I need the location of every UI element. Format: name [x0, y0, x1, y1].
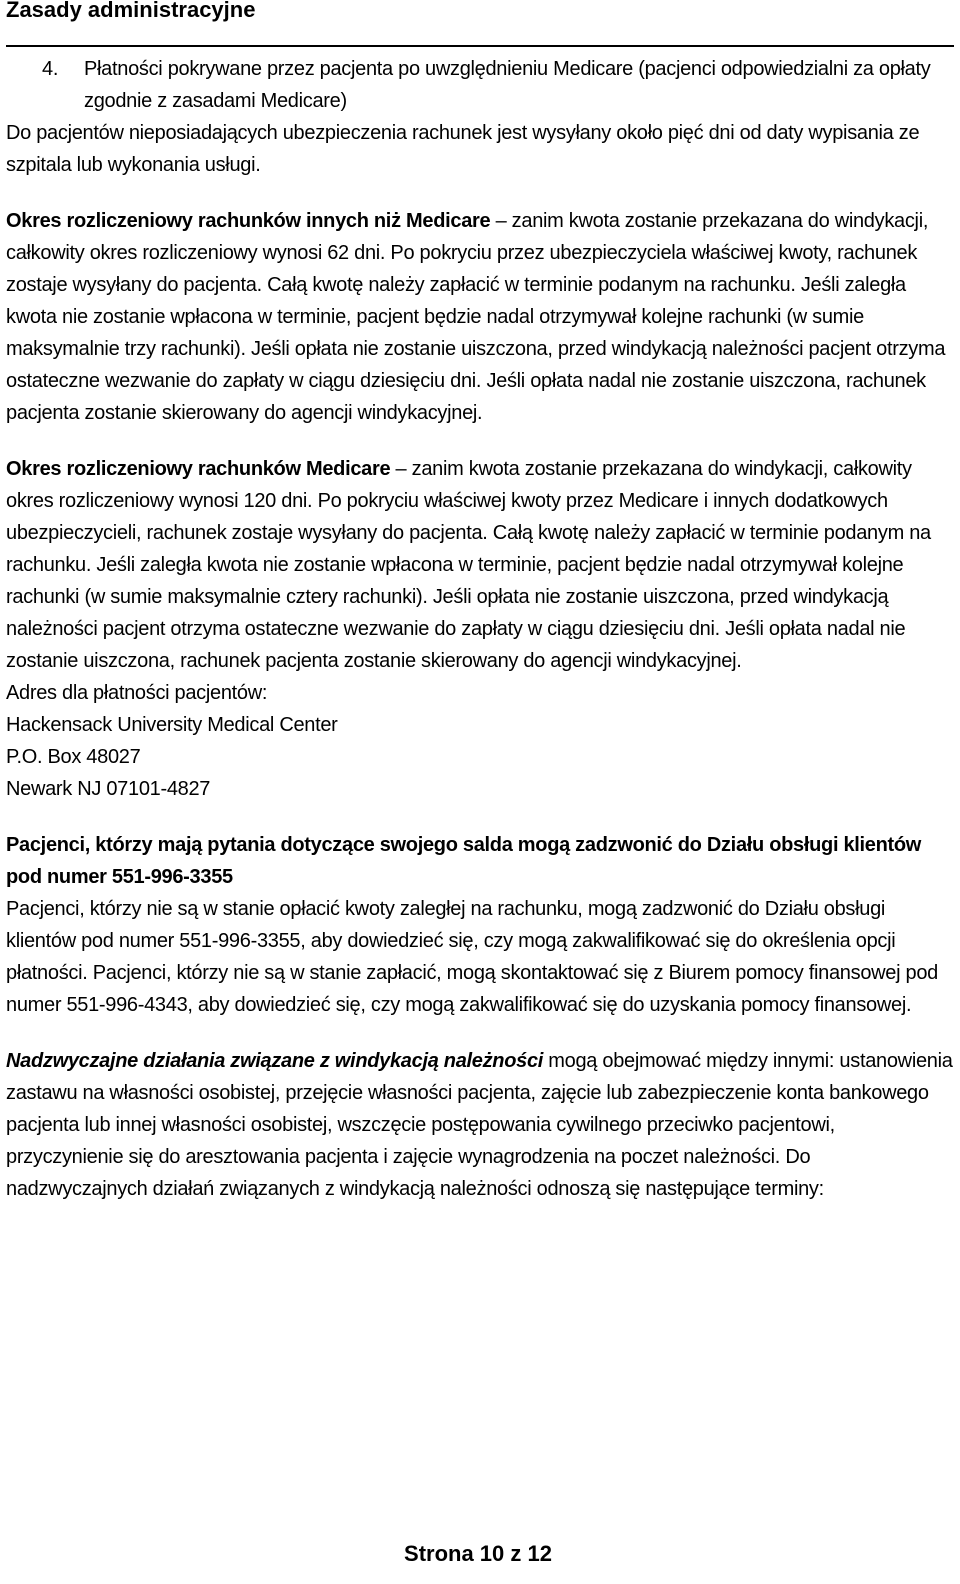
- page-title: Zasady administracyjne: [6, 0, 256, 22]
- address-line-1: Hackensack University Medical Center: [6, 714, 338, 736]
- payment-address: [6, 677, 956, 805]
- address-line-2: P.O. Box 48027: [6, 746, 141, 768]
- address-label: Adres dla płatności pacjentów:: [6, 682, 268, 704]
- document-body: [6, 53, 956, 1205]
- page-number: Strona 10 z 12: [404, 1541, 552, 1566]
- non-medicare-paragraph: [6, 205, 956, 429]
- extraordinary-paragraph: [6, 1045, 956, 1205]
- medicare-term: Okres rozliczeniowy rachunków Medicare: [6, 458, 391, 480]
- title-divider: [6, 45, 954, 47]
- non-medicare-text: – zanim kwota zostanie przekazana do windykacji, całkowity okres rozliczeniowy wynosi 62 dni. Po pokryciu przez ubezpieczyciela właściwej kwoty, rachunek zostaje wysyłany do pacjenta. Całą kwotę należy zapłacić w terminie podanym na rachunku. Jeśli zaległa kwota nie zostanie wpłacona w terminie, pacjent będzie nadal otrzymywał kolejne rachunki (w sumie maksymalnie trzy rachunki). Jeśli opłata nie zostanie uiszczona, przed windykacją należności pacjent otrzyma ostateczne wezwanie do zapłaty w ciągu dziesięciu dni. Jeśli opłata nadal nie zostanie uiszczona, rachunek pacjenta zostanie skierowany do agencji windykacyjnej.: [6, 210, 946, 424]
- address-line-3: Newark NJ 07101-4827: [6, 778, 211, 800]
- extraordinary-term: Nadzwyczajne działania związane z windykacją należności: [6, 1050, 544, 1072]
- questions-paragraph: Pacjenci, którzy nie są w stanie opłacić kwoty zaległej na rachunku, mogą zadzwonić do Działu obsługi klientów pod numer 551-996-3355, aby dowiedzieć się, czy mogą zakwalifikować się do określenia opcji płatności. Pacjenci, którzy nie są w stanie zapłacić, mogą skontaktować się z Biurem pomocy finansowej pod numer 551-996-4343, aby dowiedzieć się, czy mogą zakwalifikować się do uzyskania pomocy finansowej.: [6, 898, 938, 1016]
- extraordinary-text: mogą obejmować między innymi: ustanowienia zastawu na własności osobistej, przejęcie własności pacjenta, zajęcie lub zabezpieczenie konta bankowego pacjenta lub innej własności osobistej, wszczęcie postępowania cywilnego przeciwko pacjentowi, przyczynienie się do aresztowania pacjenta i zajęcie wynagrodzenia na poczet należności. Do nadzwyczajnych działań związanych z windykacją należności odnoszą się następujące terminy:: [6, 1050, 953, 1200]
- non-medicare-term: Okres rozliczeniowy rachunków innych niż Medicare: [6, 210, 491, 232]
- questions-heading: [6, 829, 956, 893]
- section-4-heading-text: Płatności pokrywane przez pacjenta po uwzględnieniu Medicare (pacjenci odpowiedzialni za opłaty zgodnie z zasadami Medicare): [84, 58, 931, 112]
- questions-heading-text: Pacjenci, którzy mają pytania dotyczące swojego salda mogą zadzwonić do Działu obsługi klientów pod numer 551-996-3355: [6, 834, 922, 888]
- medicare-paragraph: [6, 453, 956, 677]
- page-footer: [0, 1540, 960, 1568]
- medicare-text: – zanim kwota zostanie przekazana do windykacji, całkowity okres rozliczeniowy wynosi 120 dni. Po pokryciu właściwej kwoty przez Medicare i innych dodatkowych ubezpieczycieli, rachunek zostaje wysyłany do pacjenta. Całą kwotę należy zapłacić w terminie podanym na rachunku. Jeśli zaległa kwota nie zostanie wpłacona w terminie, pacjent będzie nadal otrzymywał kolejne rachunki (w sumie maksymalnie cztery rachunki). Jeśli opłata nie zostanie uiszczona, przed windykacją należności pacjent otrzyma ostateczne wezwanie do zapłaty w ciągu dziesięciu dni. Jeśli opłata nadal nie zostanie uiszczona, rachunek pacjenta zostanie skierowany do agencji windykacyjnej.: [6, 458, 931, 672]
- uninsured-paragraph: Do pacjentów nieposiadających ubezpieczenia rachunek jest wysyłany około pięć dni od daty wypisania ze szpitala lub wykonania usługi.: [6, 122, 920, 176]
- section-4-heading: [6, 53, 956, 117]
- section-number: 4.: [42, 58, 59, 80]
